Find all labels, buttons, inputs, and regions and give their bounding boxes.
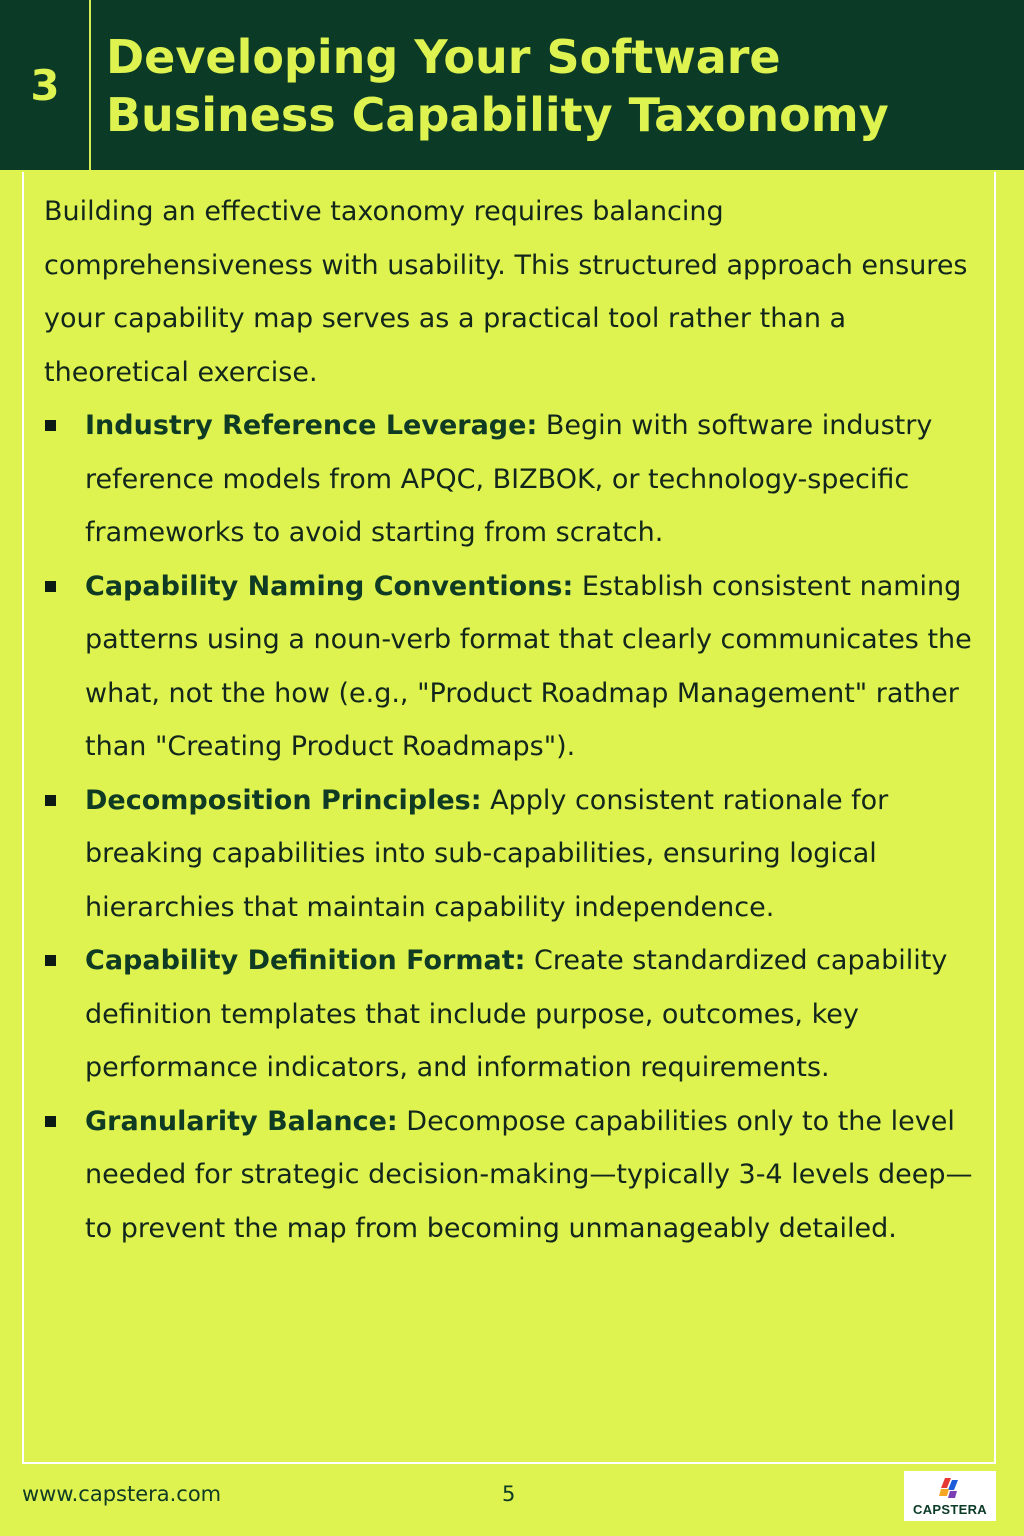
bullet-text: Create standardized capability definition templates that include purpose, outcomes, key performance indicators, and information requirements. [85, 945, 948, 1083]
square-bullet-icon [45, 955, 56, 966]
bullet-text: Apply consistent rationale for breaking capabilities into sub-capabilities, ensuring logical hierarchies that maintain capability independence. [85, 784, 889, 923]
bullet-term: Capability Naming Conventions: [85, 570, 574, 602]
bullet-term: Granularity Balance: [85, 1105, 398, 1137]
bullet-term: Industry Reference Leverage: [85, 410, 538, 441]
bullet-item [44, 1095, 984, 1256]
capstera-logo [904, 1471, 996, 1521]
bullet-term: Decomposition Principles: [85, 784, 482, 816]
page-header [0, 0, 1024, 170]
capstera-logo-icon [935, 1476, 965, 1500]
logo-wordmark: CAPSTERA [913, 1502, 987, 1517]
bullet-text: Begin with software industry reference models from APQC, BIZBOK, or technology-specific frameworks to avoid starting from scratch. [85, 410, 933, 548]
bullet-item [44, 399, 984, 560]
bullet-item [44, 560, 984, 774]
square-bullet-icon [45, 795, 56, 806]
bullet-text: Decompose capabilities only to the level needed for strategic decision-making—typically 3-4 levels deep—to prevent the map from becoming unmanageably detailed. [85, 1105, 973, 1244]
square-bullet-icon [45, 581, 56, 592]
bullet-list [44, 399, 984, 1255]
section-number: 3 [30, 60, 60, 110]
footer-website-link[interactable]: www.capstera.com [22, 1482, 222, 1506]
square-bullet-icon [45, 1116, 56, 1127]
bullet-item [44, 934, 984, 1095]
page-number: 5 [502, 1482, 516, 1506]
bullet-item [44, 774, 984, 935]
square-bullet-icon [45, 420, 56, 431]
content-body [44, 185, 984, 1255]
intro-paragraph: Building an effective taxonomy requires balancing comprehensiveness with usability. This structured approach ensures your capability map serves as a practical tool rather than a theoretical exercise. [44, 196, 968, 388]
page-title: Developing Your Software Business Capability Taxonomy [106, 30, 889, 142]
bullet-term: Capability Definition Format: [85, 945, 526, 976]
header-divider [89, 0, 91, 170]
bullet-text: Establish consistent naming patterns using a noun-verb format that clearly communicates the what, not the how (e.g., "Product Roadmap Management" rather than "Creating Product Roadmaps"). [85, 570, 972, 762]
